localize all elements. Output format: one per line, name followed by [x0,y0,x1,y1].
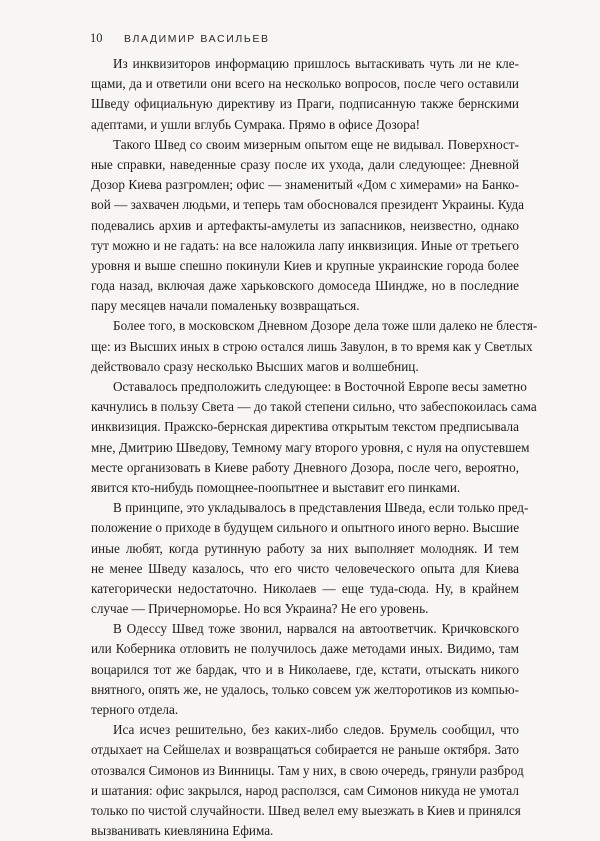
text-line: месте организовать в Киеве работу Дневного Дозора, после чего, вероятно, [91,459,519,475]
text-line: терного отдела. [91,702,179,717]
text-line: уровня и выше спешно покинули Киев и крупные украинские города более [91,257,519,273]
text-line: года назад, включая даже харьковского домоседа Шиндже, но в последние [91,278,519,294]
text-line: Иса исчез решительно, без каких-либо следов. Брумель сообщил, что [113,722,519,738]
text-line: Из инквизиторов информацию пришлось вытаскивать чуть ли не кле- [113,56,519,71]
paragraph [91,54,519,135]
paragraph [91,619,519,720]
text-line: отозвался Симонов из Винницы. Там у них, в свою очередь, грянули разброд [91,762,524,778]
text-line: тут можно и не гадать: на все наложила лапу инквизиция. Иные от третьего [91,237,519,253]
text-line: вызванивать киевлянина Ефима. [91,823,274,839]
text-line: мне, Дмитрию Шведову, Темному магу второго уровня, с нуля на опустевшем [91,439,530,455]
text-line: воцарился тот же бардак, что и в Николаеве, где, кстати, отыскать никого [91,661,519,677]
text-line: Дозор Киева разгромлен; офис — знаменитый «Дом с химерами» на Банко- [91,177,519,193]
text-line: действовало сразу несколько Высших магов и волшебниц. [91,358,419,374]
text-line: явится кто-нибудь помощнее-поопытнее и выставит его пинками. [91,479,461,495]
text-line: ные справки, наведенные сразу после их ухода, дали следующее: Дневной [91,156,519,172]
page-number: 10 [90,31,103,45]
text-line: не менее Шведу казалось, что его чисто человеческого опыта для Киева [91,560,519,576]
text-line: случае — Причерноморье. Но вся Украина? Не его уровень. [91,601,429,617]
text-line: только по чистой случайности. Швед велел ему выезжать в Киев и принялся [91,802,521,818]
text-line: вой — захвачен людьми, и теперь там обосновался президент Украины. Куда [91,197,525,213]
text-line: Шведу официальную директиву из Праги, подписанную также бернскими [91,96,519,112]
text-line: Оставалось предположить следующее: в Восточной Европе весы заметно [113,379,527,394]
text-line: подевались архив и артефакты-амулеты из запасников, неизвестно, однако [91,217,519,233]
text-line: В Одессу Швед тоже звонил, нарвался на автоответчик. Кричковского [113,621,519,637]
text-line: иные любят, когда рутинную работу за них выполняет молодняк. И тем [91,540,519,556]
text-line: внятного, опять же, не удалось, только совсем уж желторотиков из компью- [91,681,519,697]
text-line: адептами, и ушли вглубь Сумрака. Прямо в офисе Дозора! [91,116,421,132]
body-text [91,54,538,841]
text-line: Такого Швед со своим мизерным опытом еще не видывал. Поверхност- [113,136,519,152]
text-line: и шатания: офис закрылся, народ расползся, сам Симонов никуда не умотал [91,782,519,798]
paragraph [91,316,538,377]
text-line: инквизиция. Пражско-бернская директива открытым текстом предписывала [91,419,519,435]
paragraph [91,498,529,619]
text-line: Более того, в московском Дневном Дозоре дела тоже шли далеко не блестя- [113,318,538,334]
paragraph [91,377,537,498]
text-line: В принципе, это укладывалось в представления Шведа, если только пред- [113,500,529,516]
text-line: щами, да и ответили они всего на несколько вопросов, после чего оставили [91,76,519,92]
text-line: или Коберника отловить не получилось даже методами иных. Видимо, там [91,641,519,657]
paragraph [91,135,525,317]
text-line: положение о приходе в будущем сильного и опытного иного верно. Высшие [91,520,520,536]
author-name: ВЛАДИМИР ВАСИЛЬЕВ [124,33,270,45]
text-line: качнулись в пользу Света — до такой степени сильно, что забеспокоилась сама [91,399,537,415]
text-line: ще: из Высших иных в строю остался лишь Завулон, в то время как у Светлых [91,338,533,354]
text-line: пару месяцев начали помаленьку возвращаться. [91,298,360,314]
text-line: отдыхает на Сейшелах и возвращаться собирается не раньше октября. Зато [91,742,519,758]
paragraph [91,720,524,841]
text-line: категорически недостаточно. Николаев — еще туда-сюда. Ну, в крайнем [91,580,519,596]
running-head [90,31,270,47]
